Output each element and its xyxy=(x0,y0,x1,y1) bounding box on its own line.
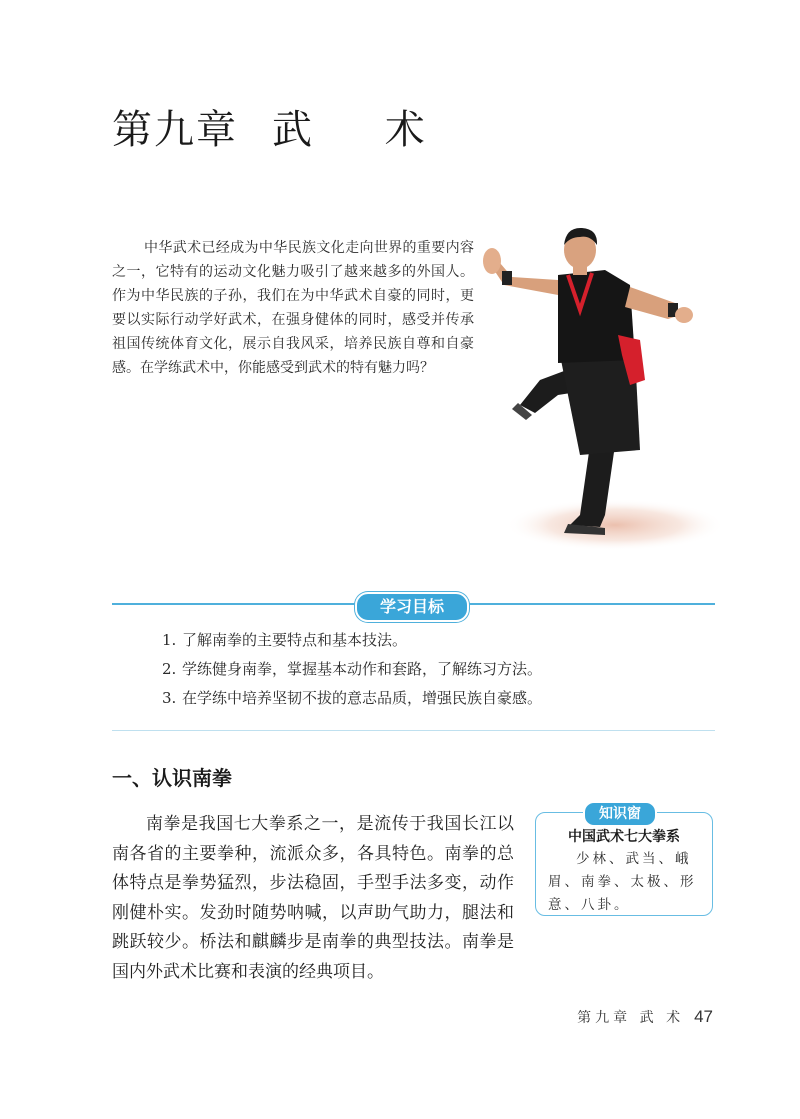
page-footer xyxy=(577,1007,713,1027)
intro-paragraph: 中华武术已经成为中华民族文化走向世界的重要内容之一，它特有的运动文化魅力吸引了越来越多的外国人。作为中华民族的子孙，我们在为中华武术自豪的同时，更要以实际行动学好武术，在强身健体的同时，感受并传承祖国传统体育文化，展示自我风采，培养民族自尊和自豪感。在学练武术中，你能感受到武术的特有魅力吗？ xyxy=(112,240,474,376)
objectives-badge: 学习目标 xyxy=(355,592,469,622)
objectives-list xyxy=(162,626,542,713)
objective-number: 1. xyxy=(162,631,177,649)
objective-text: 学练健身南拳，掌握基本动作和套路，了解练习方法。 xyxy=(182,660,543,678)
objective-number: 2. xyxy=(162,660,177,678)
footer-chapter: 第九章 武 术 xyxy=(577,1010,685,1026)
objective-number: 3. xyxy=(162,689,177,707)
objective-item xyxy=(162,684,542,713)
objectives-bottom-rule xyxy=(112,730,715,731)
section-body: 南拳是我国七大拳系之一，是流传于我国长江以南各省的主要拳种，流派众多，各具特色。南拳的总体特点是拳势猛烈，步法稳固，手型手法多变，动作刚健朴实。发劲时随势呐喊，以声助气助力，腿法和跳跃较少。桥法和麒麟步是南拳的典型技法。南拳是国内外武术比赛和表演的经典项目。 xyxy=(112,814,514,982)
knowledge-badge: 知识窗 xyxy=(583,801,657,827)
knowledge-title: 中国武术七大拳系 xyxy=(568,829,680,845)
objective-item xyxy=(162,626,542,655)
page-number: 47 xyxy=(694,1007,713,1026)
section-heading: 一、认识南拳 xyxy=(112,766,232,790)
objective-item xyxy=(162,655,542,684)
objective-text: 了解南拳的主要特点和基本技法。 xyxy=(182,631,408,649)
martial-artist-photo xyxy=(440,215,720,555)
chapter-name: 武 术 xyxy=(272,107,455,153)
chapter-title xyxy=(112,98,455,155)
chapter-prefix: 第九章 xyxy=(112,107,238,153)
objective-text: 在学练中培养坚韧不拔的意志品质，增强民族自豪感。 xyxy=(182,689,543,707)
knowledge-text: 少林、武当、峨眉、南拳、太极、形意、八卦。 xyxy=(548,851,697,913)
